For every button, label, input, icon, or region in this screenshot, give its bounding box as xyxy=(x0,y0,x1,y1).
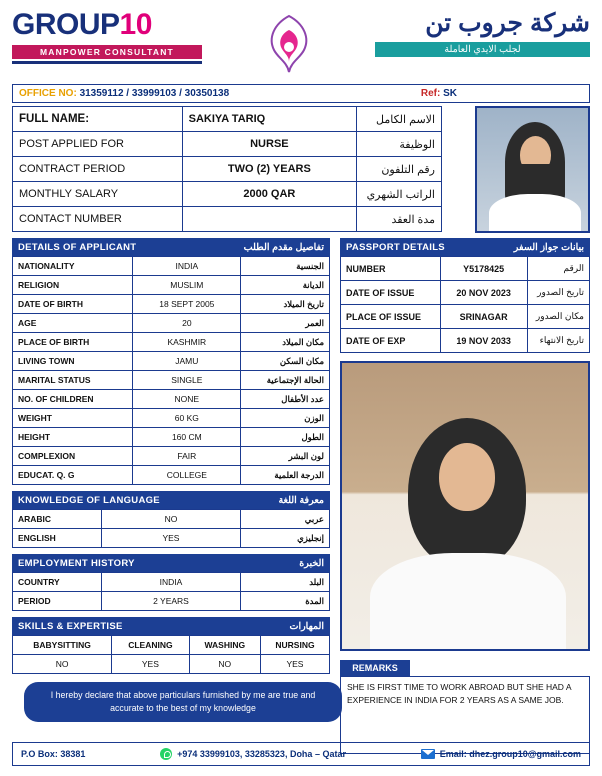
company-logo xyxy=(12,10,202,78)
post-applied-value: NURSE xyxy=(182,132,357,157)
table-row xyxy=(13,295,330,314)
arabic-subtitle: لجلب الايدي العاملة xyxy=(375,42,590,57)
section-title-ar: الخبرة xyxy=(299,557,324,569)
section-title-en: EMPLOYMENT HISTORY xyxy=(18,557,135,569)
monthly-salary-arabic: الراتب الشهري xyxy=(357,182,442,207)
row-label: PLACE OF ISSUE xyxy=(341,305,441,329)
row-arabic: الوزن xyxy=(241,409,330,428)
row-label: EDUCAT. Q. G xyxy=(13,466,133,485)
table-row xyxy=(13,655,330,674)
monthly-salary-value: 2000 QAR xyxy=(182,182,357,207)
passport-details-heading xyxy=(340,238,590,256)
post-applied-arabic: الوظيفة xyxy=(357,132,442,157)
table-row xyxy=(341,257,590,281)
row-value: COLLEGE xyxy=(133,466,241,485)
footer-phone-text: +974 33999103, 33285323, Doha – Qatar xyxy=(177,749,346,759)
passport-details-table xyxy=(340,256,590,353)
section-title-ar: تفاصيل مقدم الطلب xyxy=(243,241,324,253)
column-header: NURSING xyxy=(260,636,329,655)
body-columns xyxy=(12,238,590,754)
left-column xyxy=(12,238,330,754)
row-arabic: تاريخ الميلاد xyxy=(241,295,330,314)
contract-period-value: TWO (2) YEARS xyxy=(182,157,357,182)
table-row xyxy=(13,207,442,232)
contact-number-value xyxy=(182,207,357,232)
table-row xyxy=(13,352,330,371)
row-value: MUSLIM xyxy=(133,276,241,295)
row-label: MARITAL STATUS xyxy=(13,371,133,390)
table-row xyxy=(13,466,330,485)
table-row xyxy=(13,510,330,529)
applicant-full-photo xyxy=(340,361,590,651)
table-row xyxy=(13,132,442,157)
row-label: DATE OF BIRTH xyxy=(13,295,133,314)
row-arabic: الطول xyxy=(241,428,330,447)
row-arabic: تاريخ الانتهاء xyxy=(527,329,589,353)
row-value: NONE xyxy=(133,390,241,409)
table-row xyxy=(341,305,590,329)
employment-history-table xyxy=(12,572,330,611)
applicant-passport-photo xyxy=(475,106,590,233)
row-value: 60 KG xyxy=(133,409,241,428)
remarks-heading: REMARKS xyxy=(340,660,410,676)
row-value: NO xyxy=(101,510,240,529)
row-value: SINGLE xyxy=(133,371,241,390)
footer-phone-block xyxy=(85,748,420,760)
table-row xyxy=(13,333,330,352)
table-row xyxy=(13,390,330,409)
section-title-en: PASSPORT DETAILS xyxy=(346,241,445,253)
row-label: DATE OF ISSUE xyxy=(341,281,441,305)
row-label: NO. OF CHILDREN xyxy=(13,390,133,409)
applicant-details-table xyxy=(12,256,330,485)
footer-email-text: Email: dhez.group10@gmail.com xyxy=(439,749,581,759)
section-title-en: SKILLS & EXPERTISE xyxy=(18,620,123,632)
section-title-ar: المهارات xyxy=(289,620,324,632)
row-arabic: المدة xyxy=(241,592,330,611)
arabic-title: شركة جروب تن xyxy=(425,9,590,37)
table-row xyxy=(13,182,442,207)
table-row xyxy=(13,529,330,548)
row-arabic: إنجليزي xyxy=(241,529,330,548)
row-value: FAIR xyxy=(133,447,241,466)
row-label: DATE OF EXP xyxy=(341,329,441,353)
row-value: 160 CM xyxy=(133,428,241,447)
row-value: 20 NOV 2023 xyxy=(440,281,527,305)
table-row xyxy=(13,592,330,611)
skills-table xyxy=(12,635,330,674)
row-value: SRINAGAR xyxy=(440,305,527,329)
row-arabic: الدرجة العلمية xyxy=(241,466,330,485)
row-value: 19 NOV 2033 xyxy=(440,329,527,353)
office-no-value: 31359112 / 33999103 / 30350138 xyxy=(79,88,230,99)
row-label: PLACE OF BIRTH xyxy=(13,333,133,352)
row-arabic: العمر xyxy=(241,314,330,333)
row-value: 20 xyxy=(133,314,241,333)
language-table xyxy=(12,509,330,548)
column-header: WASHING xyxy=(189,636,260,655)
row-value: 18 SEPT 2005 xyxy=(133,295,241,314)
table-row xyxy=(13,371,330,390)
row-arabic: مكان الميلاد xyxy=(241,333,330,352)
employment-history-heading xyxy=(12,554,330,572)
row-value: INDIA xyxy=(101,573,240,592)
row-label: ARABIC xyxy=(13,510,102,529)
table-row xyxy=(13,447,330,466)
table-row xyxy=(341,281,590,305)
document-header xyxy=(0,0,602,78)
row-label: NUMBER xyxy=(341,257,441,281)
top-form-table xyxy=(12,106,442,232)
logo-wordmark xyxy=(12,10,202,40)
row-label: LIVING TOWN xyxy=(13,352,133,371)
row-value: YES xyxy=(260,655,329,674)
po-box-text: P.O Box: 38381 xyxy=(21,749,86,759)
full-name-arabic: الاسم الكامل xyxy=(357,107,442,132)
office-no-label: OFFICE NO: xyxy=(19,88,77,99)
row-arabic: لون البشر xyxy=(241,447,330,466)
row-value: YES xyxy=(112,655,189,674)
row-arabic: الرقم xyxy=(527,257,589,281)
row-value: JAMU xyxy=(133,352,241,371)
table-header-row xyxy=(13,636,330,655)
portrait-graphic xyxy=(477,108,588,231)
logo-underline xyxy=(12,61,202,64)
full-name-label: FULL NAME: xyxy=(13,107,183,132)
office-numbers xyxy=(13,88,229,99)
row-value: NO xyxy=(13,655,112,674)
row-arabic: عدد الأطفال xyxy=(241,390,330,409)
row-arabic: تاريخ الصدور xyxy=(527,281,589,305)
flower-logo-icon xyxy=(254,14,324,76)
skills-expertise-heading xyxy=(12,617,330,635)
table-row xyxy=(13,276,330,295)
knowledge-of-language-heading xyxy=(12,491,330,509)
row-value: KASHMIR xyxy=(133,333,241,352)
full-name-value: SAKIYA TARIQ xyxy=(182,107,357,132)
row-arabic: البلد xyxy=(241,573,330,592)
row-value: NO xyxy=(189,655,260,674)
contact-number-arabic: مدة العقد xyxy=(357,207,442,232)
document-footer xyxy=(12,742,590,766)
row-arabic: الحالة الإجتماعية xyxy=(241,371,330,390)
right-column xyxy=(340,238,590,754)
remarks-text: SHE IS FIRST TIME TO WORK ABROAD BUT SHE HAD A EXPERIENCE IN INDIA FOR 2 YEARS AS A SAME JOB. xyxy=(340,676,590,754)
portrait-graphic xyxy=(342,363,588,649)
post-applied-label: POST APPLIED FOR xyxy=(13,132,183,157)
column-header: CLEANING xyxy=(112,636,189,655)
logo-subtitle: MANPOWER CONSULTANT xyxy=(12,45,202,59)
office-contact-strip xyxy=(12,84,590,103)
section-title-ar: معرفة اللغة xyxy=(278,494,324,506)
logo-accent-text: 10 xyxy=(119,8,152,41)
table-row xyxy=(13,573,330,592)
details-of-applicant-heading xyxy=(12,238,330,256)
mail-icon xyxy=(421,749,435,759)
table-row xyxy=(13,409,330,428)
row-label: COMPLEXION xyxy=(13,447,133,466)
row-arabic: الجنسية xyxy=(241,257,330,276)
row-value: INDIA xyxy=(133,257,241,276)
row-label: ENGLISH xyxy=(13,529,102,548)
row-label: RELIGION xyxy=(13,276,133,295)
center-emblem xyxy=(202,10,375,78)
reference-code xyxy=(421,88,589,99)
table-row xyxy=(13,107,442,132)
row-arabic: مكان السكن xyxy=(241,352,330,371)
section-title-en: DETAILS OF APPLICANT xyxy=(18,241,137,253)
table-row xyxy=(13,157,442,182)
row-label: NATIONALITY xyxy=(13,257,133,276)
monthly-salary-label: MONTHLY SALARY xyxy=(13,182,183,207)
whatsapp-icon xyxy=(160,748,172,760)
logo-main-text: GROUP xyxy=(12,8,120,41)
ref-label: Ref: xyxy=(420,88,441,99)
table-row xyxy=(13,314,330,333)
footer-email-block xyxy=(421,749,589,759)
row-label: PERIOD xyxy=(13,592,102,611)
row-label: AGE xyxy=(13,314,133,333)
row-value: Y5178425 xyxy=(440,257,527,281)
column-header: BABYSITTING xyxy=(13,636,112,655)
row-arabic: عربي xyxy=(241,510,330,529)
row-label: COUNTRY xyxy=(13,573,102,592)
row-arabic: مكان الصدور xyxy=(527,305,589,329)
row-label: WEIGHT xyxy=(13,409,133,428)
declaration-text: I hereby declare that above particulars furnished by me are true and accurate to the best of my knowledge xyxy=(24,682,342,722)
table-row xyxy=(13,428,330,447)
ref-value: SK xyxy=(443,88,457,99)
row-value: 2 YEARS xyxy=(101,592,240,611)
section-title-ar: بيانات جواز السفر xyxy=(513,241,584,253)
arabic-company-name xyxy=(375,10,590,78)
table-row xyxy=(341,329,590,353)
contract-period-arabic: رقم التلفون xyxy=(357,157,442,182)
contract-period-label: CONTRACT PERIOD xyxy=(13,157,183,182)
table-row xyxy=(13,257,330,276)
contact-number-label: CONTACT NUMBER xyxy=(13,207,183,232)
row-value: YES xyxy=(101,529,240,548)
section-title-en: KNOWLEDGE OF LANGUAGE xyxy=(18,494,160,506)
row-label: HEIGHT xyxy=(13,428,133,447)
top-form-area xyxy=(12,106,590,232)
row-arabic: الديانة xyxy=(241,276,330,295)
